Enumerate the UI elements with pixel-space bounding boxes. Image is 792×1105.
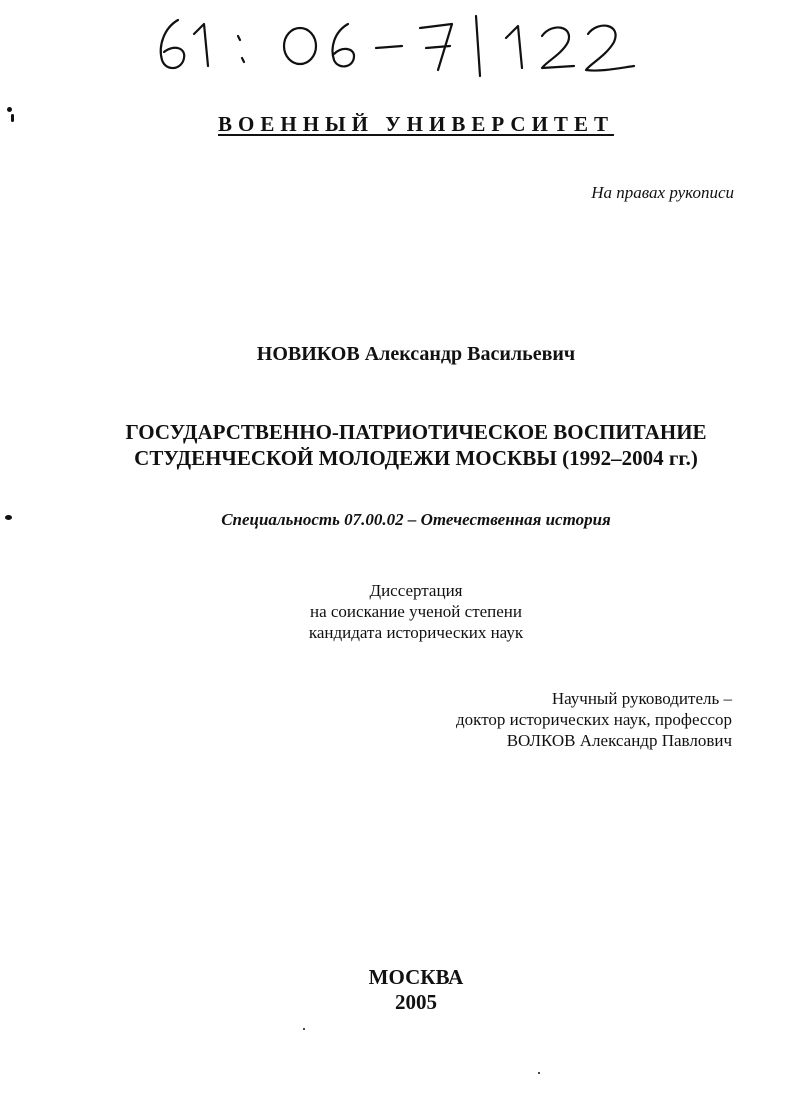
author-name: НОВИКОВ Александр Васильевич	[256, 343, 576, 365]
scan-mark	[303, 1028, 305, 1030]
year: 2005	[395, 990, 437, 1014]
scan-mark	[538, 1072, 540, 1074]
supervisor-line-2: доктор исторических наук, профессор	[456, 710, 732, 729]
scientific-supervisor	[456, 688, 732, 751]
specialty: Специальность 07.00.02 – Отечественная история	[221, 510, 611, 529]
university-name: ВОЕННЫЙ УНИВЕРСИТЕТ	[218, 112, 614, 136]
dissertation-degree	[0, 580, 792, 643]
title-line-1: ГОСУДАРСТВЕННО-ПАТРИОТИЧЕСКОЕ ВОСПИТАНИЕ	[125, 420, 707, 444]
city-and-year	[0, 965, 792, 1015]
rights-notice: На правах рукописи	[591, 183, 734, 202]
degree-line-3: кандидата исторических наук	[308, 623, 524, 642]
handwritten-archive-code	[150, 6, 640, 86]
handwritten-code-drawing	[150, 6, 640, 86]
degree-line-2: на соискание ученой степени	[309, 602, 523, 621]
degree-line-1: Диссертация	[369, 581, 463, 600]
city: МОСКВА	[368, 965, 464, 989]
supervisor-line-3: ВОЛКОВ Александр Павлович	[506, 731, 732, 750]
title-line-2: СТУДЕНЧЕСКОЙ МОЛОДЕЖИ МОСКВЫ (1992–2004 гг.)	[134, 446, 698, 470]
supervisor-line-1: Научный руководитель –	[551, 689, 732, 708]
dissertation-title	[0, 419, 792, 471]
